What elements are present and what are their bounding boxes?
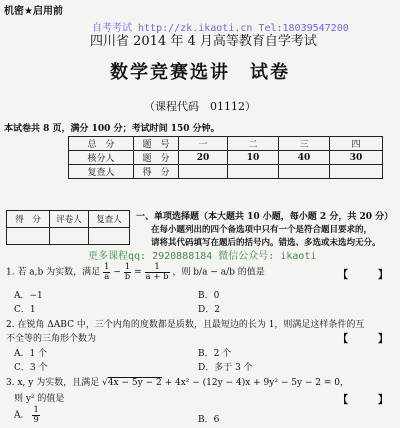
- table-row: [69, 137, 383, 151]
- table-cell: 三: [279, 137, 330, 151]
- option-a[interactable]: A． $\frac{1}{9}$: [14, 405, 39, 425]
- fraction: $\frac{1}{b}$: [124, 262, 131, 282]
- score-input-cell[interactable]: [50, 228, 89, 245]
- question-text: 3. x, y 为实数，且满足: [6, 378, 100, 388]
- confidential-label: 机密★启用前: [4, 6, 63, 17]
- table-cell: 二: [228, 137, 279, 151]
- table-cell: 20: [179, 151, 228, 165]
- score-input-cell[interactable]: [7, 228, 50, 245]
- question-3-stem: 则 y² 的值是: [14, 394, 65, 404]
- question-2-stem: 不全等的三角形个数为: [6, 334, 97, 344]
- option-a[interactable]: A．1 个: [14, 349, 48, 359]
- question-3-stem: [6, 375, 349, 388]
- watermark-top: 自考考试 http://zk.ikaoti.cn Tel:18039547200: [92, 23, 349, 34]
- table-cell: 一: [179, 137, 228, 151]
- option-c[interactable]: C．1: [14, 305, 36, 315]
- table-cell: 10: [228, 151, 279, 165]
- fraction: $\frac{1}{9}$: [33, 405, 39, 425]
- watermark-mid: 更多课程qq: 2920888184 微信公众号: ikaoti: [88, 251, 317, 262]
- table-cell: 题 分: [134, 151, 179, 165]
- score-input-cell[interactable]: [228, 165, 279, 179]
- question-text: + 4x² − (12y − 4)x + 9y² − 5y − 2 = 0，: [164, 378, 350, 388]
- fraction: $\frac{1}{a}$: [104, 262, 110, 282]
- section-instruction: 在每小题列出的四个备选项中只有一个是符合题目要求的，: [151, 225, 373, 235]
- table-cell: 评卷人: [50, 211, 89, 228]
- answer-bracket[interactable]: 【 】: [338, 334, 388, 345]
- section-title: 一、单项选择题（本大题共 10 小题，每小题 2 分，共 20 分）: [136, 212, 394, 222]
- question-text: ，则 b/a − a/b 的值是: [172, 267, 265, 278]
- score-input-cell[interactable]: [89, 228, 130, 245]
- table-cell: 复查人: [89, 211, 130, 228]
- table-row: [69, 165, 383, 179]
- table-row: [7, 228, 130, 245]
- section-instruction: 请将其代码填写在题后的括号内。错选、多选或未选均无分。: [151, 238, 381, 248]
- option-a[interactable]: A．−1: [14, 291, 43, 301]
- table-row: [69, 151, 383, 165]
- table-cell: 得 分: [7, 211, 50, 228]
- option-d[interactable]: D．2: [198, 305, 220, 315]
- table-cell: 30: [330, 151, 383, 165]
- option-b[interactable]: B．6: [198, 415, 220, 425]
- document-title: 数学竞赛选讲 试卷: [110, 62, 290, 83]
- question-2-stem: 2. 在锐角 ΔABC 中，三个内角的度数都是质数，且最短边的长为 1，则满足这样条件的互: [6, 320, 365, 330]
- table-cell: 题 号: [134, 137, 179, 151]
- fraction: $\frac{1}{a + b}$: [145, 262, 169, 282]
- option-b[interactable]: B．0: [198, 291, 220, 301]
- grader-table: [6, 210, 130, 245]
- score-table: [68, 136, 383, 179]
- table-cell: 核分人: [69, 151, 134, 165]
- option-d[interactable]: D．多于 3 个: [198, 363, 253, 373]
- exam-note: 本试卷共 8 页，满分 100 分；考试时间 150 分钟。: [4, 124, 220, 134]
- table-cell: 四: [330, 137, 383, 151]
- option-c[interactable]: C．3 个: [14, 363, 48, 373]
- sqrt-icon: √: [102, 378, 108, 388]
- table-cell: 得 分: [134, 165, 179, 179]
- table-cell: 复查人: [69, 165, 134, 179]
- table-cell: 40: [279, 151, 330, 165]
- table-row: [7, 211, 130, 228]
- exam-title: 四川省 2014 年 4 月高等教育自学考试: [90, 34, 317, 49]
- question-text: 1. 若 a,b 为实数，满足: [6, 267, 101, 278]
- answer-bracket[interactable]: 【 】: [338, 395, 388, 406]
- course-code: （课程代码 01112）: [144, 100, 256, 113]
- table-cell: 总 分: [69, 137, 134, 151]
- score-input-cell[interactable]: [279, 165, 330, 179]
- question-1-stem: 1. 若 a,b 为实数，满足 $\frac{1}{a}$ − $\frac{1}{b}$ = $\frac{1}{a + b}$ ，则 b/a − a/b 的值是: [6, 262, 265, 282]
- sqrt-content: 4x − 5y − 2: [107, 378, 162, 388]
- option-b[interactable]: B．2 个: [198, 349, 232, 359]
- score-input-cell[interactable]: [179, 165, 228, 179]
- score-input-cell[interactable]: [330, 165, 383, 179]
- answer-bracket[interactable]: 【 】: [338, 270, 388, 281]
